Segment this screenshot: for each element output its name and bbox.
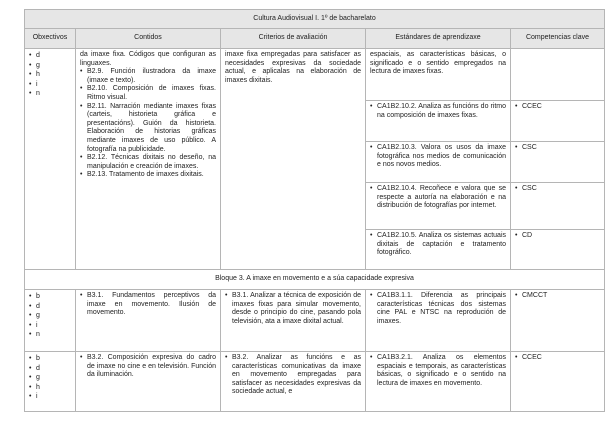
b3-estandar-cell (366, 290, 511, 352)
estandar-item: • CA1B3.2.1. Analiza os elementos espaciais e temporais, as características básicas, o significado e o sentido na lectura de imaxes en movemento. (370, 354, 506, 388)
b3-criterio-cell (221, 290, 366, 352)
estandar-item: • CA1B2.10.3. Valora os usos da imaxe fotográfica nos medios de comunicación e nos novos medios. (370, 144, 506, 170)
b3-contido-cell (76, 290, 221, 352)
criterio-item: • B3.1. Analizar a técnica de exposición de imaxes fixas para simular movemento, desde o principio do cine, pasando pola televisión, ata a imaxe dixital actual. (225, 292, 361, 326)
contido-continuation: da imaxe fixa. Códigos que configuran as linguaxes. (80, 51, 216, 67)
b3-obxectivos-cell (25, 352, 76, 412)
estandar-item: • CA1B2.10.4. Recoñece e valora que se respecte a autoría na elaboración e na distribución de fotografías por internet. (370, 185, 506, 211)
obxectivo-item: • d (29, 364, 71, 374)
obxectivo-item: • d (29, 302, 71, 312)
obxectivo-item: • b (29, 354, 71, 364)
b2-obxectivos-cell (25, 49, 76, 270)
table-title: Cultura Audiovisual I. 1º de bacharelato (25, 10, 605, 29)
competencia-item: • CMCCT (515, 292, 600, 301)
criterio-continuation: imaxe fixa empregadas para satisfacer as necesidades expresivas da sociedade actual, e aplicalas na elaboración de imaxes dixitais. (225, 51, 361, 84)
competencia-item: • CSC (515, 144, 600, 153)
b3-obxectivos-cell (25, 290, 76, 352)
obxectivo-item: • h (29, 383, 71, 393)
b2-contidos-cell (76, 49, 221, 270)
obxectivo-item: • i (29, 392, 71, 402)
contido-item: • B2.10. Composición de imaxes fixas. Ritmo visual. (80, 85, 216, 102)
obxectivo-item: • n (29, 89, 71, 99)
contido-item: • B2.11. Narración mediante imaxes fixas (carteis, historieta gráfica e presentacións). Guión da historieta. Elaboración de historias gráficas mediante imaxes de uso público. A fotografía na publicidade. (80, 103, 216, 155)
competencia-cell (511, 49, 605, 101)
col-header-criterios: Criterios de avaliación (221, 29, 366, 49)
competencia-item: • CCEC (515, 354, 600, 363)
b3-estandar-cell (366, 352, 511, 412)
competencia-item: • CSC (515, 185, 600, 194)
estandar-cell (366, 183, 511, 230)
obxectivo-item: • i (29, 80, 71, 90)
curriculum-table (24, 9, 605, 412)
col-header-contidos: Contidos (76, 29, 221, 49)
b3-competencia-cell (511, 352, 605, 412)
obxectivo-item: • g (29, 61, 71, 71)
competencia-cell (511, 101, 605, 142)
block-3-title: Bloque 3. A imaxe en movemento e a súa capacidade expresiva (25, 270, 605, 290)
contido-item: • B2.12. Técnicas dixitais no deseño, na manipulación e creación de imaxes. (80, 154, 216, 171)
contido-item: • B2.9. Función ilustradora da imaxe (imaxe e texto). (80, 68, 216, 85)
estandar-cell (366, 230, 511, 270)
estandar-cell (366, 49, 511, 101)
b3-competencia-cell (511, 290, 605, 352)
col-header-obxectivos: Obxectivos (25, 29, 76, 49)
b3-criterio-cell (221, 352, 366, 412)
criterio-item: • B3.2. Analizar as funcións e as características comunicativas da imaxe en movemento empregadas para satisfacer as necesidades expresivas da sociedade actual, e (225, 354, 361, 397)
obxectivo-item: • g (29, 373, 71, 383)
estandar-cell (366, 101, 511, 142)
contido-item: • B3.2. Composición expresiva do cadro de imaxe no cine e en televisión. Función da iluminación. (80, 354, 216, 380)
obxectivo-item: • n (29, 330, 71, 340)
col-header-competencias: Competencias clave (511, 29, 605, 49)
competencia-item: • CCEC (515, 103, 600, 112)
estandar-item: • CA1B2.10.5. Analiza os sistemas actuais dixitais de captación e tratamento fotográfico. (370, 232, 506, 258)
competencia-cell (511, 230, 605, 270)
estandar-item: • CA1B3.1.1. Diferencia as principais características técnicas dos sistemas cine PAL e NTSC na reprodución de imaxes. (370, 292, 506, 326)
competencia-cell (511, 142, 605, 183)
b2-criterio-cell (221, 49, 366, 270)
obxectivo-item: • i (29, 321, 71, 331)
estandar-cell (366, 142, 511, 183)
estandar-continuation: espaciais, as características básicas, o significado e o sentido empregados na lectura de imaxes fixas. (370, 51, 506, 76)
col-header-estandares: Estándares de aprendizaxe (366, 29, 511, 49)
contido-item: • B3.1. Fundamentos perceptivos da imaxe en movemento. Ilusión de movemento. (80, 292, 216, 318)
obxectivo-item: • g (29, 311, 71, 321)
competencia-item: • CD (515, 232, 600, 241)
b3-contido-cell (76, 352, 221, 412)
contido-item: • B2.13. Tratamento de imaxes dixitais. (80, 171, 216, 180)
obxectivo-item: • b (29, 292, 71, 302)
competencia-cell (511, 183, 605, 230)
estandar-item: • CA1B2.10.2. Analiza as funcións do ritmo na composición de imaxes fixas. (370, 103, 506, 120)
obxectivo-item: • d (29, 51, 71, 61)
obxectivo-item: • h (29, 70, 71, 80)
